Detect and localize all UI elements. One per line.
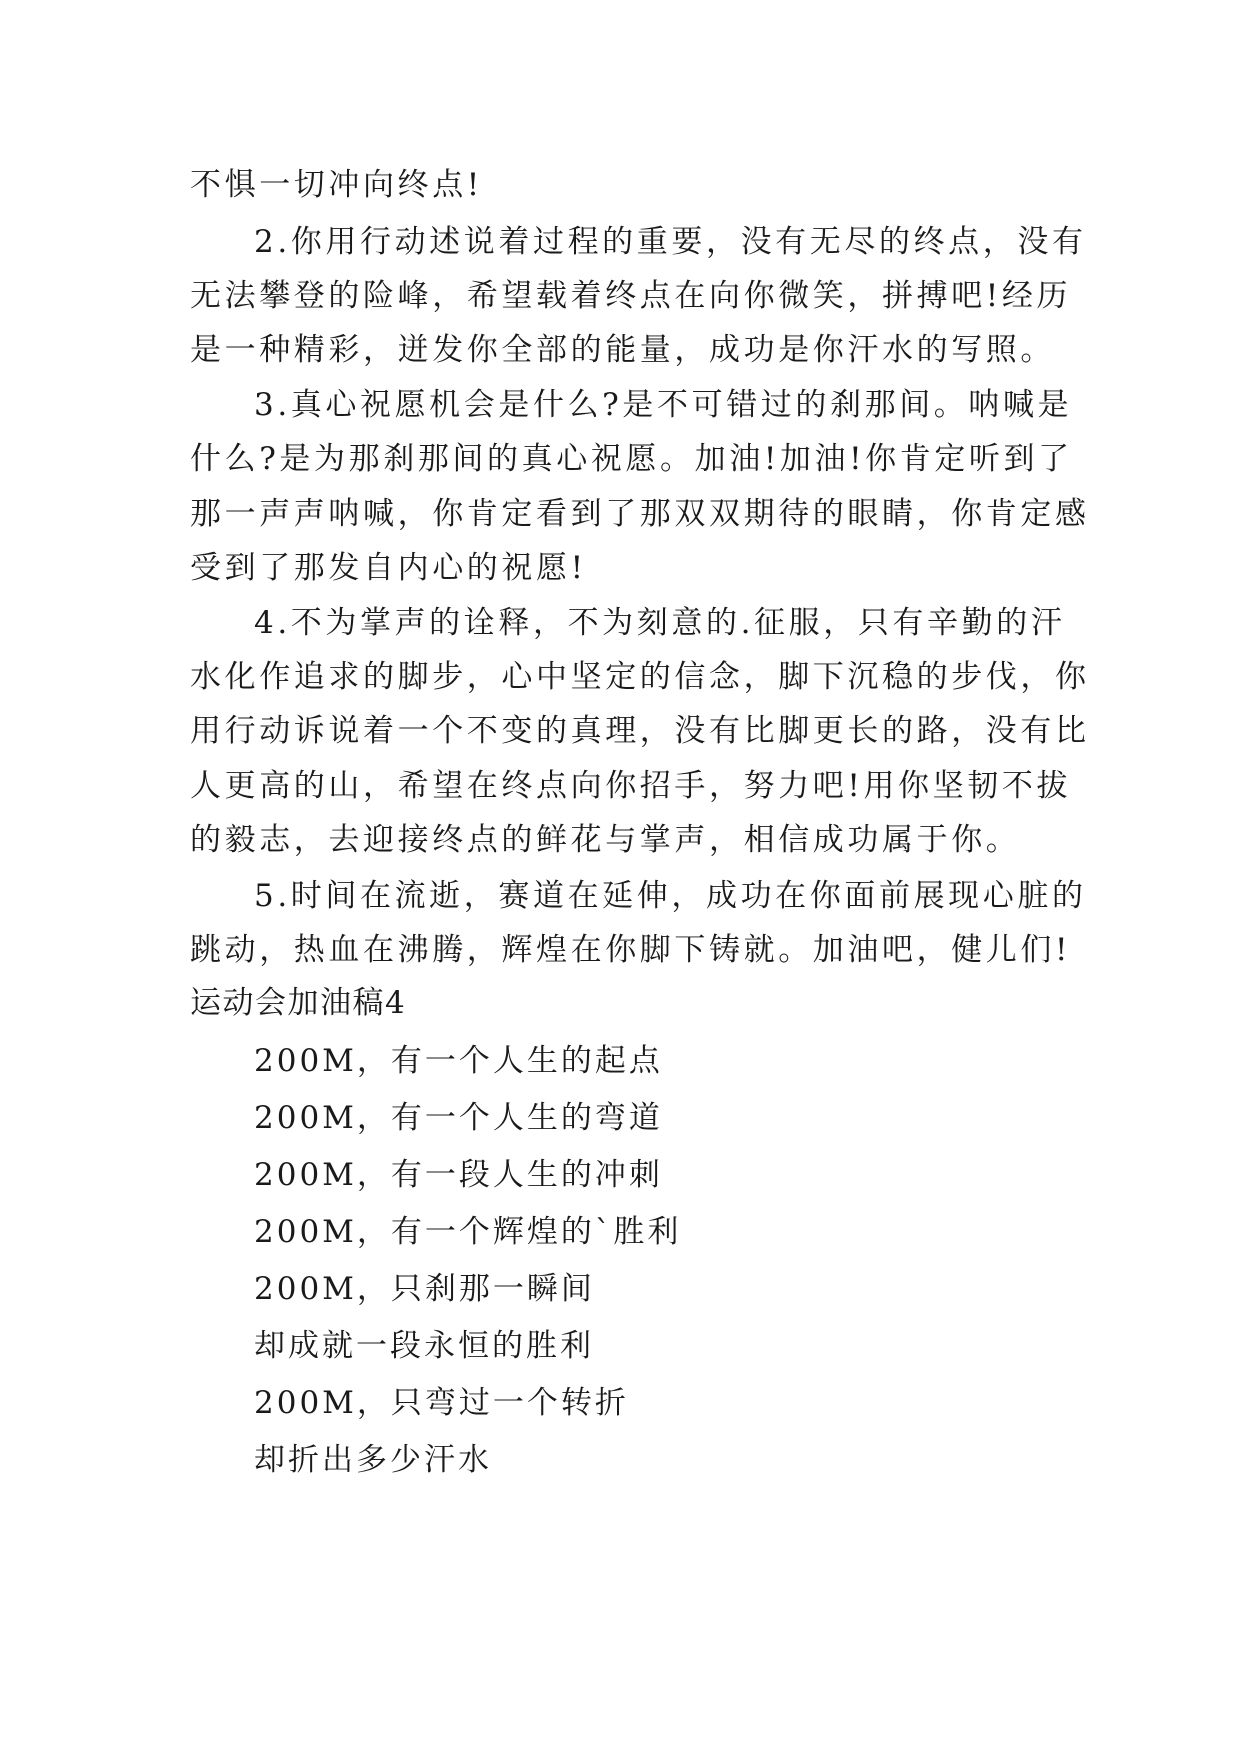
poem-line: 却折出多少汗水 <box>254 1442 492 1478</box>
section-title: 运动会加油稿4 <box>190 985 407 1021</box>
text-line: 那一声声呐喊，你肯定看到了那双双期待的眼睛，你肯定感 <box>190 496 1090 532</box>
poem-line: 200M，有一个人生的起点 <box>254 1043 663 1079</box>
text-line: 水化作追求的脚步，心中坚定的信念，脚下沉稳的步伐，你 <box>190 659 1090 695</box>
text-line: 人更高的山，希望在终点向你招手，努力吧!用你坚韧不拔 <box>190 768 1072 804</box>
text-line: 受到了那发自内心的祝愿! <box>190 550 587 586</box>
poem-line: 200M，有一个辉煌的`胜利 <box>254 1214 682 1250</box>
poem-line: 200M，只刹那一瞬间 <box>254 1271 595 1307</box>
poem-line: 200M，有一个人生的弯道 <box>254 1100 663 1136</box>
poem-line: 却成就一段永恒的胜利 <box>254 1328 594 1364</box>
text-line: 的毅志，去迎接终点的鲜花与掌声，相信成功属于你。 <box>190 822 1021 858</box>
poem-line: 200M，有一段人生的冲刺 <box>254 1157 663 1193</box>
text-line: 不惧一切冲向终点! <box>190 167 483 203</box>
text-line: 什么?是为那刹那间的真心祝愿。加油!加油!你肯定听到了 <box>190 441 1073 477</box>
text-line: 无法攀登的险峰，希望载着终点在向你微笑，拼搏吧!经历 <box>190 278 1072 314</box>
poem-line: 200M，只弯过一个转折 <box>254 1385 629 1421</box>
text-line: 跳动，热血在沸腾，辉煌在你脚下铸就。加油吧，健儿们! <box>190 932 1072 968</box>
text-line: 是一种精彩，迸发你全部的能量，成功是你汗水的写照。 <box>190 332 1055 368</box>
paragraph-2-first-line: 2.你用行动述说着过程的重要，没有无尽的终点，没有 <box>254 224 1087 260</box>
paragraph-4-first-line: 4.不为掌声的诠释，不为刻意的.征服，只有辛勤的汗 <box>254 605 1066 641</box>
paragraph-3-first-line: 3.真心祝愿机会是什么?是不可错过的刹那间。呐喊是 <box>254 387 1073 423</box>
text-line: 用行动诉说着一个不变的真理，没有比脚更长的路，没有比 <box>190 713 1090 749</box>
paragraph-5-first-line: 5.时间在流逝，赛道在延伸，成功在你面前展现心脏的 <box>254 878 1087 914</box>
